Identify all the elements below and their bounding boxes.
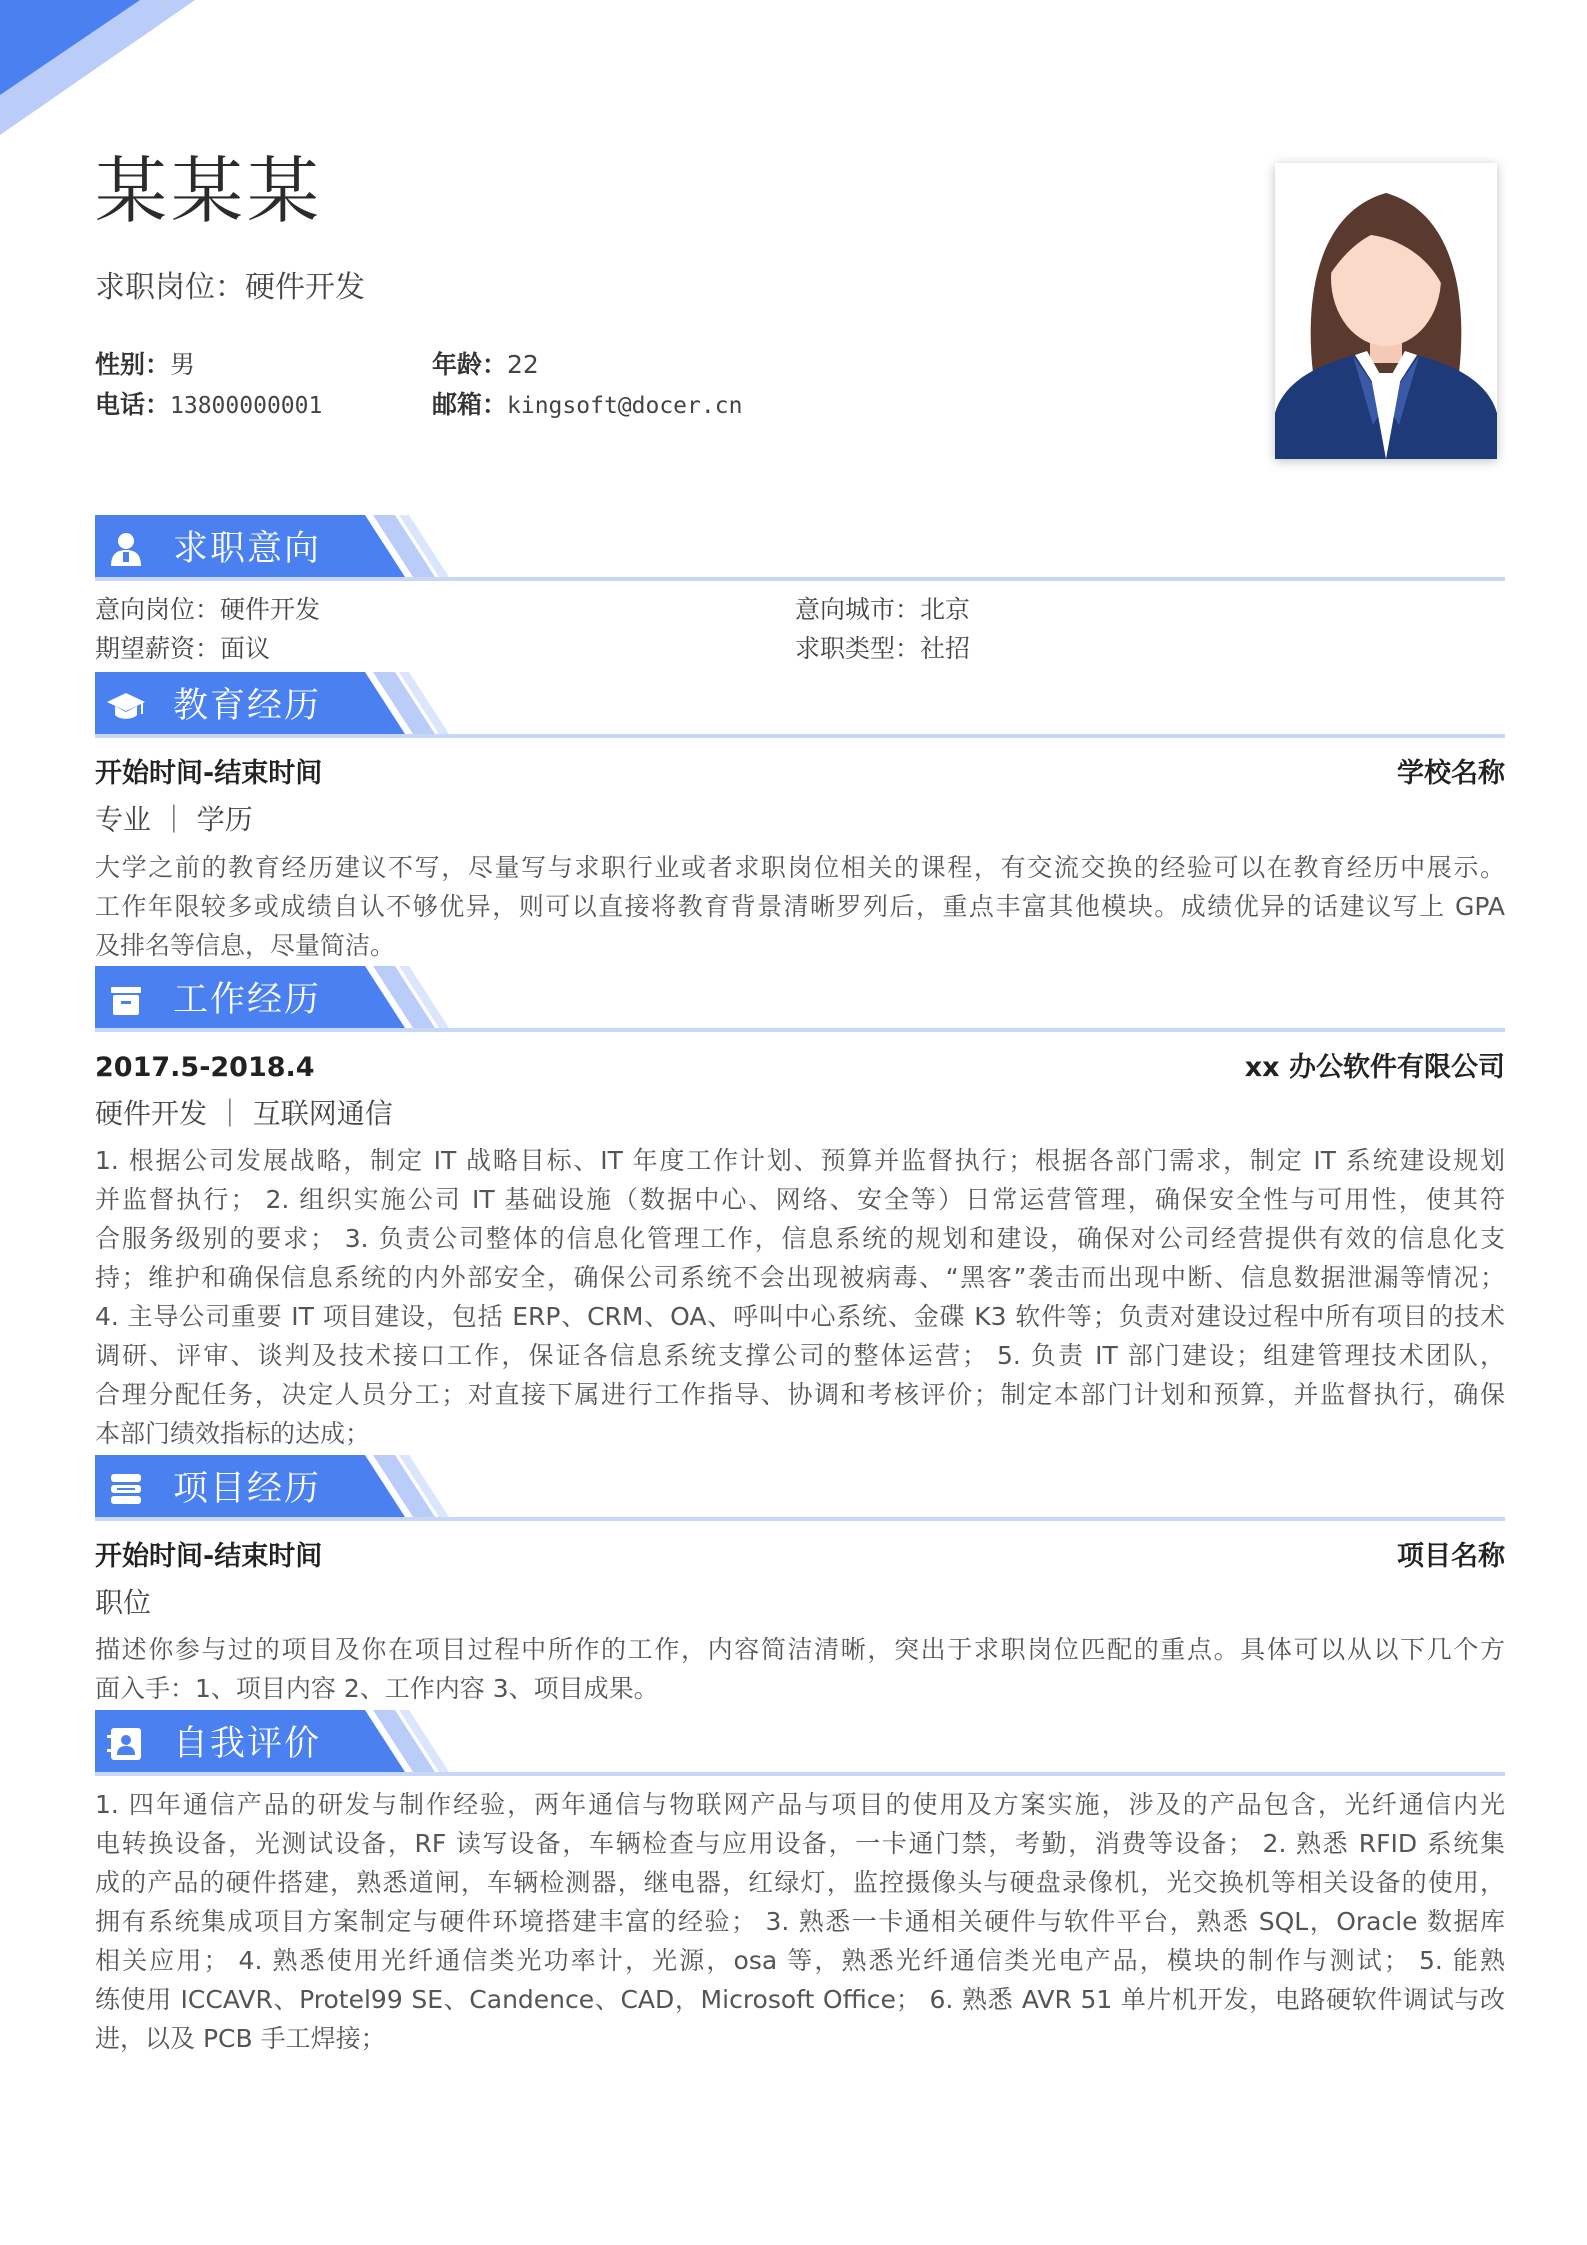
self-line: 练使用 ICCAVR、Protel99 SE、Candence、CAD，Microsoft Office； 6. 熟悉 AVR 51 单片机开发，电路硬软件调试与改 xyxy=(95,1985,1505,2014)
age-value: 22 xyxy=(507,350,539,379)
project-role: 职位 xyxy=(95,1586,152,1619)
education-major: 专业 ｜ 学历 xyxy=(95,803,253,836)
phone-label: 电话： xyxy=(95,390,171,419)
graduation-cap-icon xyxy=(107,687,145,725)
phone-field xyxy=(95,392,322,418)
project-line: 描述你参与过的项目及你在项目过程中所作的工作，内容简洁清晰，突出于求职岗位匹配的重点。具体可以从以下几个方 xyxy=(95,1635,1505,1664)
section-header-work xyxy=(95,966,1505,1038)
work-line: 合服务级别的要求； 3. 负责公司整体的信息化管理工作，信息系统的规划和建设，确保对公司经营提供有效的信息化支 xyxy=(95,1224,1505,1253)
section-title: 自我评价 xyxy=(173,1724,322,1764)
section-title: 教育经历 xyxy=(173,686,322,726)
job-target-value: 硬件开发 xyxy=(245,270,365,305)
candidate-name: 某某某 xyxy=(95,149,324,233)
education-school: 学校名称 xyxy=(1397,758,1505,789)
section-header-project xyxy=(95,1455,1505,1527)
work-line: 合理分配任务，决定人员分工；对直接下属进行工作指导、协调和考核评价；制定本部门计划和预算，并监督执行，确保 xyxy=(95,1380,1505,1409)
briefcase-icon xyxy=(107,981,145,1019)
age-field xyxy=(432,352,539,377)
education-description xyxy=(95,848,1505,965)
self-line: 拥有系统集成项目方案制定与硬件环境搭建丰富的经验； 3. 熟悉一卡通相关硬件与软件平台，熟悉 SQL，Oracle 数据库 xyxy=(95,1907,1505,1936)
gender-value: 男 xyxy=(170,350,196,379)
section-title: 工作经历 xyxy=(173,980,322,1020)
education-line: 大学之前的教育经历建议不写，尽量写与求职行业或者求职岗位相关的课程，有交流交换的经验可以在教育经历中展示。 xyxy=(95,853,1505,882)
section-header-education xyxy=(95,672,1505,744)
job-target-label: 求职岗位： xyxy=(95,270,245,305)
project-line: 面入手：1、项目内容 2、工作内容 3、项目成果。 xyxy=(95,1674,659,1703)
section-header-self xyxy=(95,1710,1505,1782)
education-time: 开始时间-结束时间 xyxy=(95,758,323,789)
project-description xyxy=(95,1630,1505,1708)
avatar-illustration xyxy=(1275,163,1497,459)
self-line: 相关应用； 4. 熟悉使用光纤通信类光功率计，光源，osa 等，熟悉光纤通信类光电产品，模块的制作与测试； 5. 能熟 xyxy=(95,1946,1505,1975)
work-description xyxy=(95,1141,1505,1453)
education-line: 工作年限较多或成绩自认不够优异，则可以直接将教育背景清晰罗列后，重点丰富其他模块。成绩优异的话建议写上 GPA xyxy=(95,892,1505,921)
work-role: 硬件开发 ｜ 互联网通信 xyxy=(95,1097,393,1130)
self-description xyxy=(95,1785,1505,2058)
work-company: xx 办公软件有限公司 xyxy=(1244,1052,1505,1083)
email-value: kingsoft@docer.cn xyxy=(507,393,743,419)
phone-value: 13800000001 xyxy=(170,393,323,419)
job-target xyxy=(95,262,365,306)
server-icon xyxy=(107,1470,145,1508)
id-card-icon xyxy=(107,1725,145,1763)
work-line: 1. 根据公司发展战略，制定 IT 战略目标、IT 年度工作计划、预算并监督执行；根据各部门需求，制定 IT 系统建设规划 xyxy=(95,1146,1505,1175)
section-title: 求职意向 xyxy=(173,529,322,569)
intent-city: 意向城市：北京 xyxy=(795,595,971,624)
work-line: 并监督执行； 2. 组织实施公司 IT 基础设施（数据中心、网络、安全等）日常运营管理，确保安全性与可用性，使其符 xyxy=(95,1185,1505,1214)
project-name: 项目名称 xyxy=(1397,1541,1505,1572)
work-time: 2017.5-2018.4 xyxy=(95,1052,315,1083)
self-line: 1. 四年通信产品的研发与制作经验，两年通信与物联网产品与项目的使用及方案实施，涉及的产品包含，光纤通信内光 xyxy=(95,1790,1505,1819)
person-icon xyxy=(107,530,145,568)
avatar xyxy=(1275,163,1497,459)
project-time: 开始时间-结束时间 xyxy=(95,1541,323,1572)
gender-field xyxy=(95,352,195,377)
self-line: 电转换设备，光测试设备，RF 读写设备，车辆检查与应用设备，一卡通门禁，考勤，消费等设备； 2. 熟悉 RFID 系统集 xyxy=(95,1829,1505,1858)
intent-position: 意向岗位：硬件开发 xyxy=(95,595,321,624)
email-label: 邮箱： xyxy=(432,390,508,419)
intent-type: 求职类型：社招 xyxy=(795,634,971,663)
section-title: 项目经历 xyxy=(173,1469,322,1509)
intent-salary: 期望薪资：面议 xyxy=(95,634,271,663)
email-field xyxy=(432,392,742,418)
work-line: 本部门绩效指标的达成； xyxy=(95,1419,371,1448)
section-header-intent xyxy=(95,515,1505,587)
age-label: 年龄： xyxy=(432,350,508,379)
self-line: 成的产品的硬件搭建，熟悉道闸，车辆检测器，继电器，红绿灯，监控摄像头与硬盘录像机，光交换机等相关设备的使用， xyxy=(95,1868,1505,1897)
self-line: 进，以及 PCB 手工焊接； xyxy=(95,2024,386,2053)
gender-label: 性别： xyxy=(95,350,171,379)
work-line: 调研、评审、谈判及技术接口工作，保证各信息系统支撑公司的整体运营； 5. 负责 IT 部门建设；组建管理技术团队， xyxy=(95,1341,1505,1370)
education-line: 及排名等信息，尽量简洁。 xyxy=(95,931,396,960)
work-line: 4. 主导公司重要 IT 项目建设，包括 ERP、CRM、OA、呼叫中心系统、金碟 K3 软件等；负责对建设过程中所有项目的技术 xyxy=(95,1302,1505,1331)
work-line: 持；维护和确保信息系统的内外部安全，确保公司系统不会出现被病毒、“黑客”袭击而出现中断、信息数据泄漏等情况； xyxy=(95,1263,1505,1292)
corner-decoration xyxy=(0,0,240,150)
